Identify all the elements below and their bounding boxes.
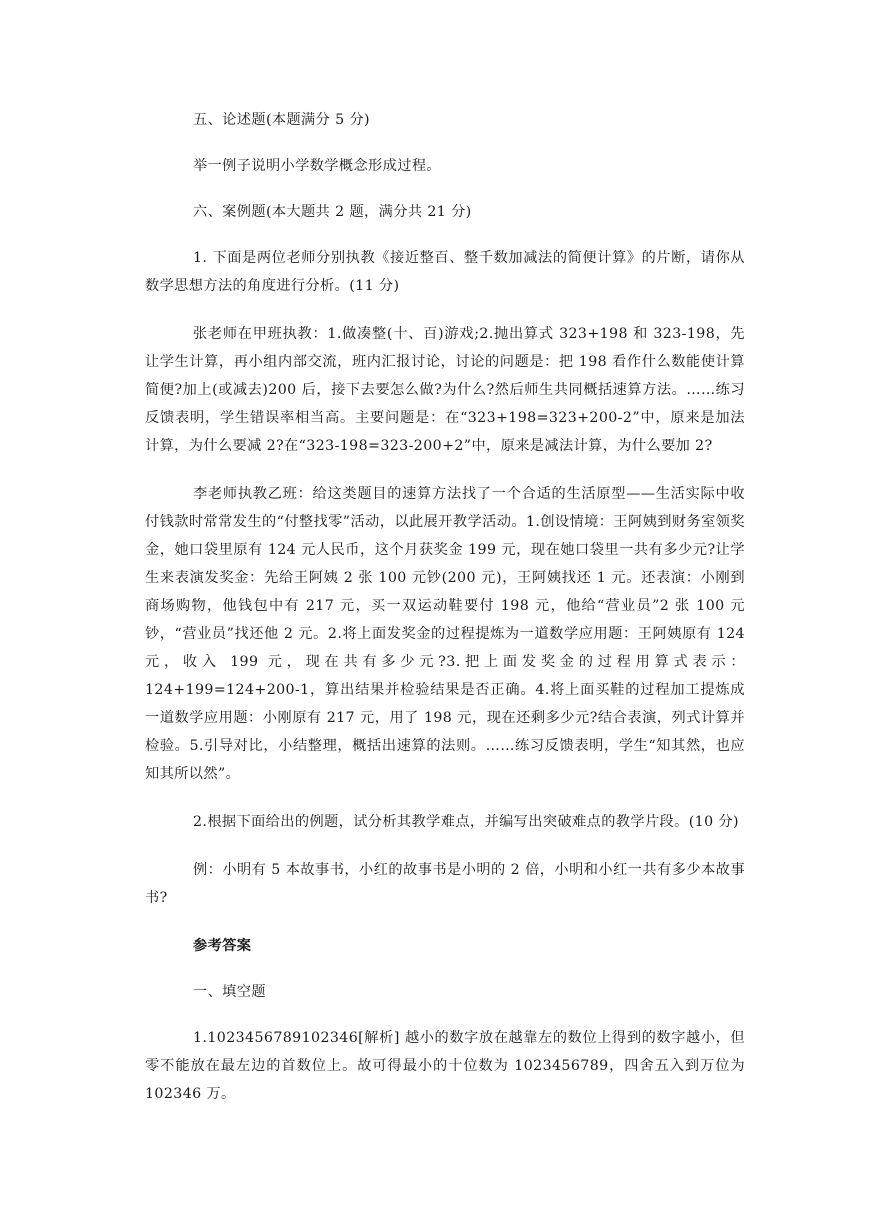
answers-section-1-heading: 一、填空题	[193, 984, 266, 1000]
answer-item-1: 1.1023456789102346[解析] 越小的数字放在越靠左的数位上得到的数字越小，但零不能放在最左边的首数位上。故可得最小的十位数为 1023456789，四舍五入到万位为 102346 万。	[145, 1030, 745, 1102]
case-teacher-li: 李老师执教乙班：给这类题目的速算方法找了一个合适的生活原型——生活实际中收付钱款时常常发生的“付整找零”活动，以此展开教学活动。1.创设情境：王阿姨到财务室领奖金，她口袋里原有 124 元人民币，这个月获奖金 199 元，现在她口袋里一共有多少元?让学生来表演发奖金：先给王阿姨 2 张 100 元钞(200 元)，王阿姨找还 1 元。还表演：小刚到商场购物，他钱包中有 217 元，买一双运动鞋要付 198 元，他给“营业员”2 张 100 元钞，“营业员”找还他 2 元。2.将上面发奖金的过程提炼为一道数学应用题：王阿姨原有 124 元，收入 199 元，现在共有多少元?3.把上面发奖金的过程用算式表示：124+199=124+200-1，算出结果并检验结果是否正确。4.将上面买鞋的过程加工提炼成一道数学应用题：小刚原有 217 元，用了 198 元，现在还剩多少元?结合表演，列式计算并检验。5.引导对比，小结整理，概括出速算的法则。……练习反馈表明，学生“知其然，也应知其所以然”。	[145, 486, 745, 782]
case-question-2-example: 例：小明有 5 本故事书，小红的故事书是小明的 2 倍，小明和小红一共有多少本故事书?	[145, 862, 745, 906]
section-5-question: 举一例子说明小学数学概念形成过程。	[193, 158, 441, 174]
section-6-heading: 六、案例题(本大题共 2 题，满分共 21 分)	[193, 204, 472, 220]
case-question-1-prompt: 1. 下面是两位老师分别执教《接近整百、整千数加减法的简便计算》的片断，请你从数学思想方法的角度进行分析。(11 分)	[145, 250, 745, 294]
answers-title: 参考答案	[193, 938, 252, 954]
case-question-2-prompt: 2.根据下面给出的例题，试分析其教学难点，并编写出突破难点的教学片段。(10 分)	[193, 814, 739, 830]
section-5-heading: 五、论述题(本题满分 5 分)	[193, 112, 370, 128]
document-page	[145, 100, 745, 1108]
case-teacher-zhang: 张老师在甲班执教：1.做凑整(十、百)游戏;2.抛出算式 323+198 和 323-198，先让学生计算，再小组内部交流，班内汇报讨论，讨论的问题是：把 198 看作什么数能使计算简便?加上(或减去)200 后，接下去要怎么做?为什么?然后师生共同概括速算方法。……练习反馈表明，学生错误率相当高。主要问题是：在“323+198=323+200-2”中，原来是加法计算，为什么要减 2?在“323-198=323-200+2”中，原来是减法计算，为什么要加 2?	[145, 326, 745, 454]
